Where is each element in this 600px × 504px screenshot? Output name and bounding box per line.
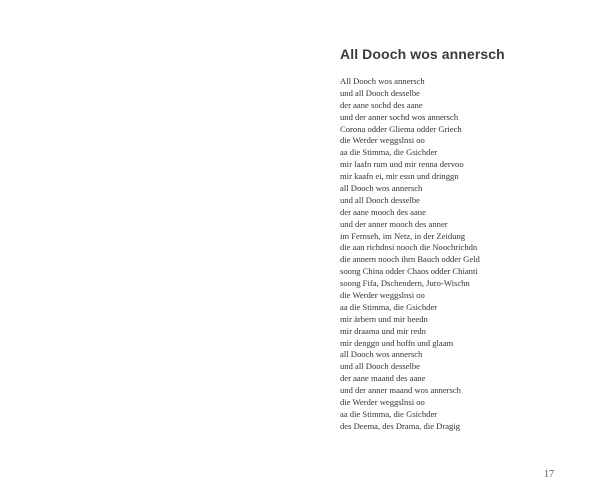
poem-line: der aane mooch des aane	[340, 206, 426, 217]
poem-line: mir laafn rum und mir renna dervoo	[340, 159, 464, 170]
poem-body	[340, 76, 480, 433]
poem-line: all Dooch wos annersch	[340, 183, 423, 194]
poem-line: der aane maand des aane	[340, 373, 426, 384]
poem-line: All Dooch wos annersch	[340, 76, 425, 86]
poem-line: die annern nooch ihrn Bauch odder Geld	[340, 254, 480, 265]
poem-line: soong China odder Chaos odder Chianti	[340, 266, 478, 277]
poem-line: und der anner mooch des anner	[340, 218, 448, 229]
poem-line: mir denggn und hoffn und glaam	[340, 337, 454, 348]
poem-line: aa die Stimma, die Gsichder	[340, 301, 438, 312]
poem-line: die aan richdnsi nooch die Noochrichdn	[340, 242, 478, 253]
poem-line: der aane sochd des aane	[340, 99, 423, 110]
page-number: 17	[544, 469, 554, 480]
poem-line: aa die Stimma, die Gsichder	[340, 408, 438, 419]
poem-line: mir kaafn ei, mir essn und dringgn	[340, 171, 459, 182]
poem-line: die Werder weggslnsi oo	[340, 135, 425, 146]
poem-line: soong Fifa, Dschendern, Juro-Wischn	[340, 278, 470, 289]
poem-line: all Dooch wos annersch	[340, 349, 423, 360]
poem-title: All Dooch wos annersch	[340, 46, 505, 62]
poem-line: mir ärbern und mir beedn	[340, 313, 428, 324]
poem-line: und der anner maand wos annersch	[340, 385, 461, 396]
poem-line: und all Dooch desselbe	[340, 361, 420, 372]
poem-line: aa die Stimma, die Gsichder	[340, 147, 438, 158]
poem-line: und all Dooch desselbe	[340, 87, 420, 98]
poem-line: die Werder weggslnsi oo	[340, 290, 425, 301]
poem-line: mir draama und mir redn	[340, 325, 426, 336]
poem-line: und der anner sochd wos annersch	[340, 111, 459, 122]
poem-line: die Werder weggslnsi oo	[340, 397, 425, 408]
poem-line: Corona odder Gliema odder Griech	[340, 123, 462, 134]
poem-line: im Fernseh, im Netz, in der Zeidung	[340, 230, 466, 241]
poem-line: und all Dooch desselbe	[340, 194, 420, 205]
poem-line: des Deema, des Drama, die Dragig	[340, 420, 461, 431]
